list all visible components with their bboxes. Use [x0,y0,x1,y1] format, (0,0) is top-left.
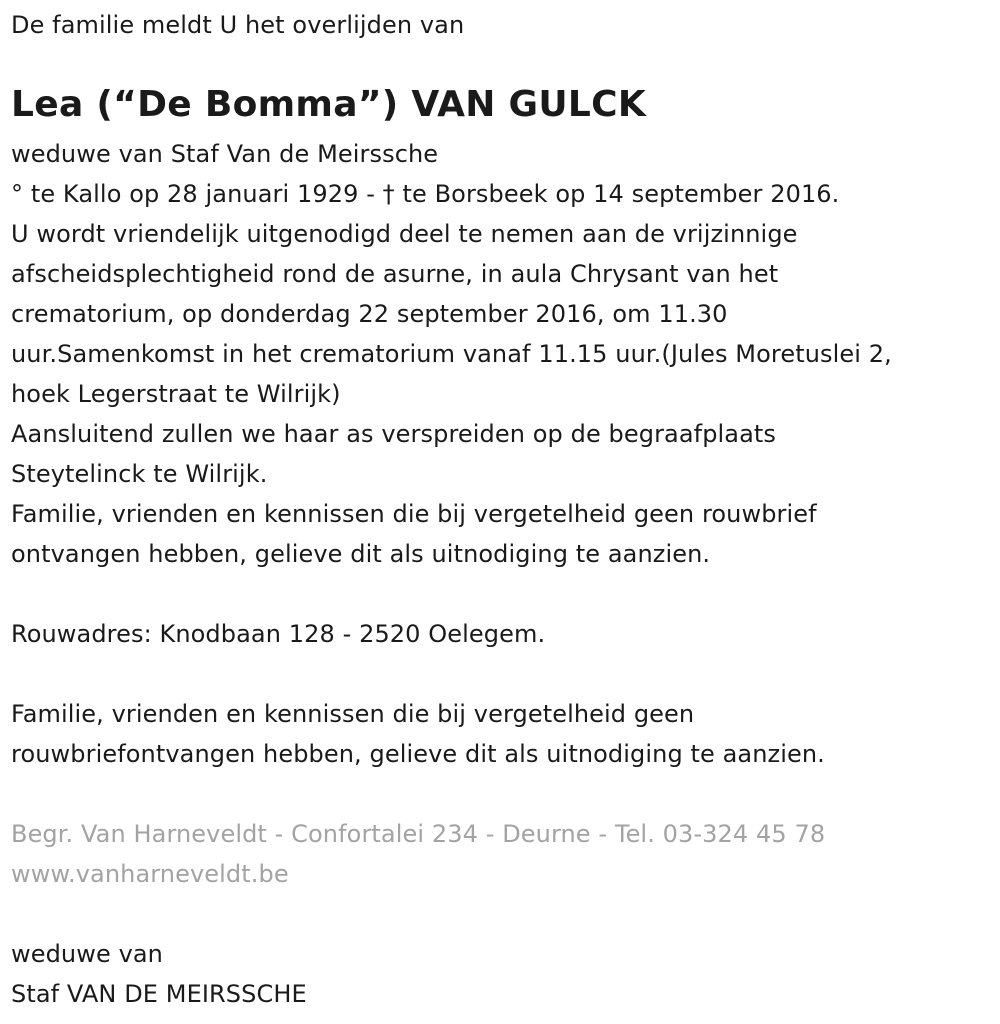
footer-widow-of: weduwe van [11,940,163,968]
invitation-line: hoek Legerstraat te Wilrijk) [11,380,341,408]
undertaker-contact: Begr. Van Harneveldt - Confortalei 234 - Deurne - Tel. 03-324 45 78 [11,820,826,848]
birth-death-dates: ° te Kallo op 28 januari 1929 - † te Borsbeek op 14 september 2016. [11,180,840,208]
invitation-line: Familie, vrienden en kennissen die bij vergetelheid geen rouwbrief [11,500,817,528]
footer-spouse-name: Staf VAN DE MEIRSSCHE [11,980,307,1008]
widow-of-text: weduwe van Staf Van de Meirssche [11,140,439,168]
undertaker-website: www.vanharneveldt.be [11,860,289,888]
invitation-line: crematorium, op donderdag 22 september 2016, om 11.30 [11,300,728,328]
invitation-line: Aansluitend zullen we haar as verspreiden op de begraafplaats [11,420,777,448]
invitation-line: afscheidsplechtigheid rond de asurne, in aula Chrysant van het [11,260,779,288]
invitation-line: U wordt vriendelijk uitgenodigd deel te nemen aan de vrijzinnige [11,220,798,248]
invitation-line: ontvangen hebben, gelieve dit als uitnodiging te aanzien. [11,540,711,568]
repeat-notice-line: rouwbriefontvangen hebben, gelieve dit als uitnodiging te aanzien. [11,740,825,768]
deceased-name: Lea (“De Bomma”) VAN GULCK [11,84,647,125]
invitation-line: uur.Samenkomst in het crematorium vanaf 11.15 uur.(Jules Moretuslei 2, [11,340,892,368]
intro-text: De familie meldt U het overlijden van [11,11,465,39]
invitation-line: Steytelinck te Wilrijk. [11,460,268,488]
repeat-notice-line: Familie, vrienden en kennissen die bij vergetelheid geen [11,700,695,728]
mourning-address: Rouwadres: Knodbaan 128 - 2520 Oelegem. [11,620,546,648]
